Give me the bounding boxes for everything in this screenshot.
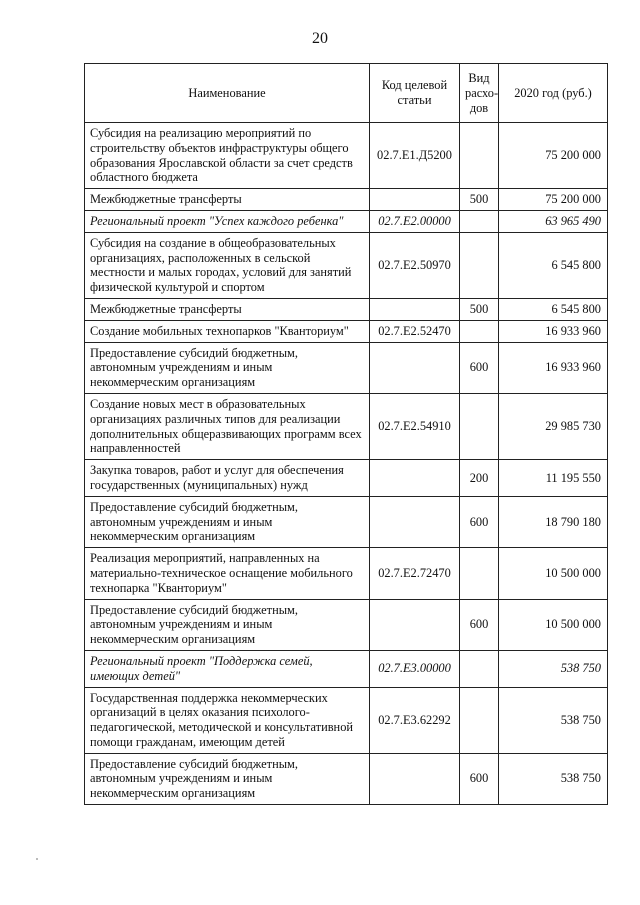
header-amount: 2020 год (руб.) — [499, 64, 608, 123]
cell-amount: 29 985 730 — [499, 393, 608, 459]
cell-amount: 75 200 000 — [499, 189, 608, 211]
header-row — [85, 64, 608, 123]
table-row — [85, 210, 608, 232]
budget-table — [84, 63, 608, 805]
cell-code: 02.7.E2.00000 — [370, 210, 460, 232]
cell-code: 02.7.E3.00000 — [370, 650, 460, 687]
table-body — [85, 123, 608, 805]
table-row — [85, 123, 608, 189]
cell-amount: 63 965 490 — [499, 210, 608, 232]
cell-amount: 538 750 — [499, 650, 608, 687]
cell-name: Межбюджетные трансферты — [85, 298, 370, 320]
cell-name: Межбюджетные трансферты — [85, 189, 370, 211]
cell-type — [460, 548, 499, 599]
cell-code: 02.7.E3.62292 — [370, 687, 460, 753]
cell-type — [460, 393, 499, 459]
cell-code: 02.7.E2.72470 — [370, 548, 460, 599]
cell-name: Создание мобильных технопарков "Кванториум" — [85, 320, 370, 342]
cell-code — [370, 342, 460, 393]
cell-code — [370, 298, 460, 320]
table-row — [85, 753, 608, 804]
table-row — [85, 320, 608, 342]
cell-type: 600 — [460, 496, 499, 547]
cell-amount: 6 545 800 — [499, 232, 608, 298]
table-row — [85, 548, 608, 599]
cell-type — [460, 650, 499, 687]
cell-code — [370, 189, 460, 211]
cell-code: 02.7.E2.52470 — [370, 320, 460, 342]
cell-type: 500 — [460, 189, 499, 211]
cell-type: 500 — [460, 298, 499, 320]
page-number: 20 — [312, 30, 328, 47]
cell-amount: 10 500 000 — [499, 599, 608, 650]
cell-amount: 18 790 180 — [499, 496, 608, 547]
cell-name: Государственная поддержка некоммерческих организаций в целях оказания психолого-педагогической, методической и консультативной помощи гражданам, имеющим детей — [85, 687, 370, 753]
cell-amount: 538 750 — [499, 687, 608, 753]
cell-code — [370, 496, 460, 547]
table-row — [85, 298, 608, 320]
cell-type — [460, 687, 499, 753]
cell-type — [460, 210, 499, 232]
cell-name: Реализация мероприятий, направленных на материально-техническое оснащение мобильного технопарка "Кванториум" — [85, 548, 370, 599]
cell-code — [370, 753, 460, 804]
cell-type: 600 — [460, 599, 499, 650]
table-row — [85, 342, 608, 393]
scan-dot — [36, 858, 38, 860]
cell-type: 200 — [460, 460, 499, 497]
table-row — [85, 496, 608, 547]
cell-name: Предоставление субсидий бюджетным, автономным учреждениям и иным некоммерческим организациям — [85, 599, 370, 650]
cell-type: 600 — [460, 342, 499, 393]
table-row — [85, 393, 608, 459]
cell-type — [460, 123, 499, 189]
cell-name: Региональный проект "Поддержка семей, имеющих детей" — [85, 650, 370, 687]
cell-type: 600 — [460, 753, 499, 804]
cell-code — [370, 460, 460, 497]
table-row — [85, 599, 608, 650]
cell-code: 02.7.E1.Д5200 — [370, 123, 460, 189]
cell-amount: 16 933 960 — [499, 342, 608, 393]
cell-code: 02.7.E2.50970 — [370, 232, 460, 298]
cell-name: Предоставление субсидий бюджетным, автономным учреждениям и иным некоммерческим организациям — [85, 753, 370, 804]
cell-name: Субсидия на реализацию мероприятий по строительству объектов инфраструктуры общего образования Ярославской области за счет средств областного бюджета — [85, 123, 370, 189]
cell-code — [370, 599, 460, 650]
table-row — [85, 189, 608, 211]
cell-name: Предоставление субсидий бюджетным, автономным учреждениям и иным некоммерческим организациям — [85, 342, 370, 393]
header-name: Наименование — [85, 64, 370, 123]
header-code: Код целевой статьи — [370, 64, 460, 123]
cell-amount: 538 750 — [499, 753, 608, 804]
table-row — [85, 232, 608, 298]
cell-amount: 10 500 000 — [499, 548, 608, 599]
cell-amount: 16 933 960 — [499, 320, 608, 342]
cell-name: Региональный проект "Успех каждого ребенка" — [85, 210, 370, 232]
table-row — [85, 650, 608, 687]
cell-amount: 11 195 550 — [499, 460, 608, 497]
cell-type — [460, 320, 499, 342]
cell-name: Закупка товаров, работ и услуг для обеспечения государственных (муниципальных) нужд — [85, 460, 370, 497]
cell-name: Создание новых мест в образовательных организациях различных типов для реализации дополнительных общеразвивающих программ всех направленностей — [85, 393, 370, 459]
table-header — [85, 64, 608, 123]
cell-type — [460, 232, 499, 298]
cell-amount: 6 545 800 — [499, 298, 608, 320]
cell-amount: 75 200 000 — [499, 123, 608, 189]
table-row — [85, 687, 608, 753]
cell-name: Предоставление субсидий бюджетным, автономным учреждениям и иным некоммерческим организациям — [85, 496, 370, 547]
table-row — [85, 460, 608, 497]
cell-code: 02.7.E2.54910 — [370, 393, 460, 459]
cell-name: Субсидия на создание в общеобразовательных организациях, расположенных в сельской местности и малых городах, условий для занятий физической культурой и спортом — [85, 232, 370, 298]
header-type: Вид расхо-дов — [460, 64, 499, 123]
